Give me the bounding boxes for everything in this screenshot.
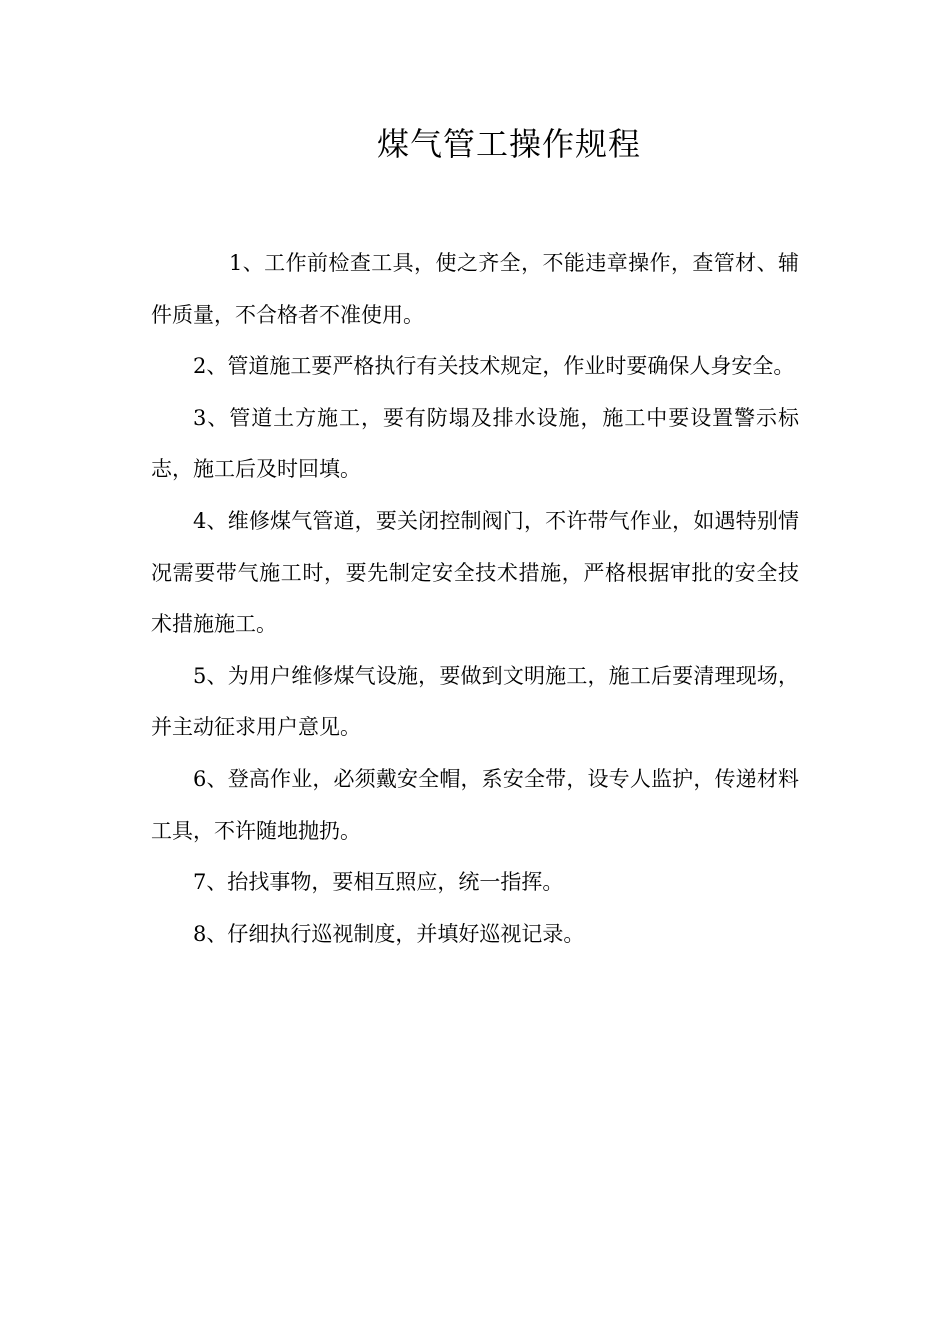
rule-paragraph-3: 3、管道土方施工，要有防塌及排水设施，施工中要设置警示标志，施工后及时回填。 — [151, 405, 799, 482]
rule-paragraph-4: 4、维修煤气管道，要关闭控制阀门，不许带气作业，如遇特别情况需要带气施工时，要先制定安全技术措施，严格根据审批的安全技术措施施工。 — [151, 508, 799, 637]
rule-paragraph-7: 7、抬找事物，要相互照应，统一指挥。 — [193, 870, 564, 895]
rule-paragraph-2: 2、管道施工要严格执行有关技术规定，作业时要确保人身安全。 — [193, 354, 795, 379]
rule-paragraph-8: 8、仔细执行巡视制度，并填好巡视记录。 — [193, 921, 585, 946]
document-body — [151, 238, 799, 960]
document-title: 煤气管工操作规程 — [376, 125, 641, 163]
rule-paragraph-5: 5、为用户维修煤气设施，要做到文明施工，施工后要清理现场，并主动征求用户意见。 — [151, 663, 799, 740]
rule-paragraph-1: 1、工作前检查工具，使之齐全，不能违章操作，查管材、辅件质量，不合格者不准使用。 — [151, 251, 799, 327]
rule-paragraph-6: 6、登高作业，必须戴安全帽，系安全带，设专人监护，传递材料工具，不许随地抛扔。 — [151, 766, 799, 843]
